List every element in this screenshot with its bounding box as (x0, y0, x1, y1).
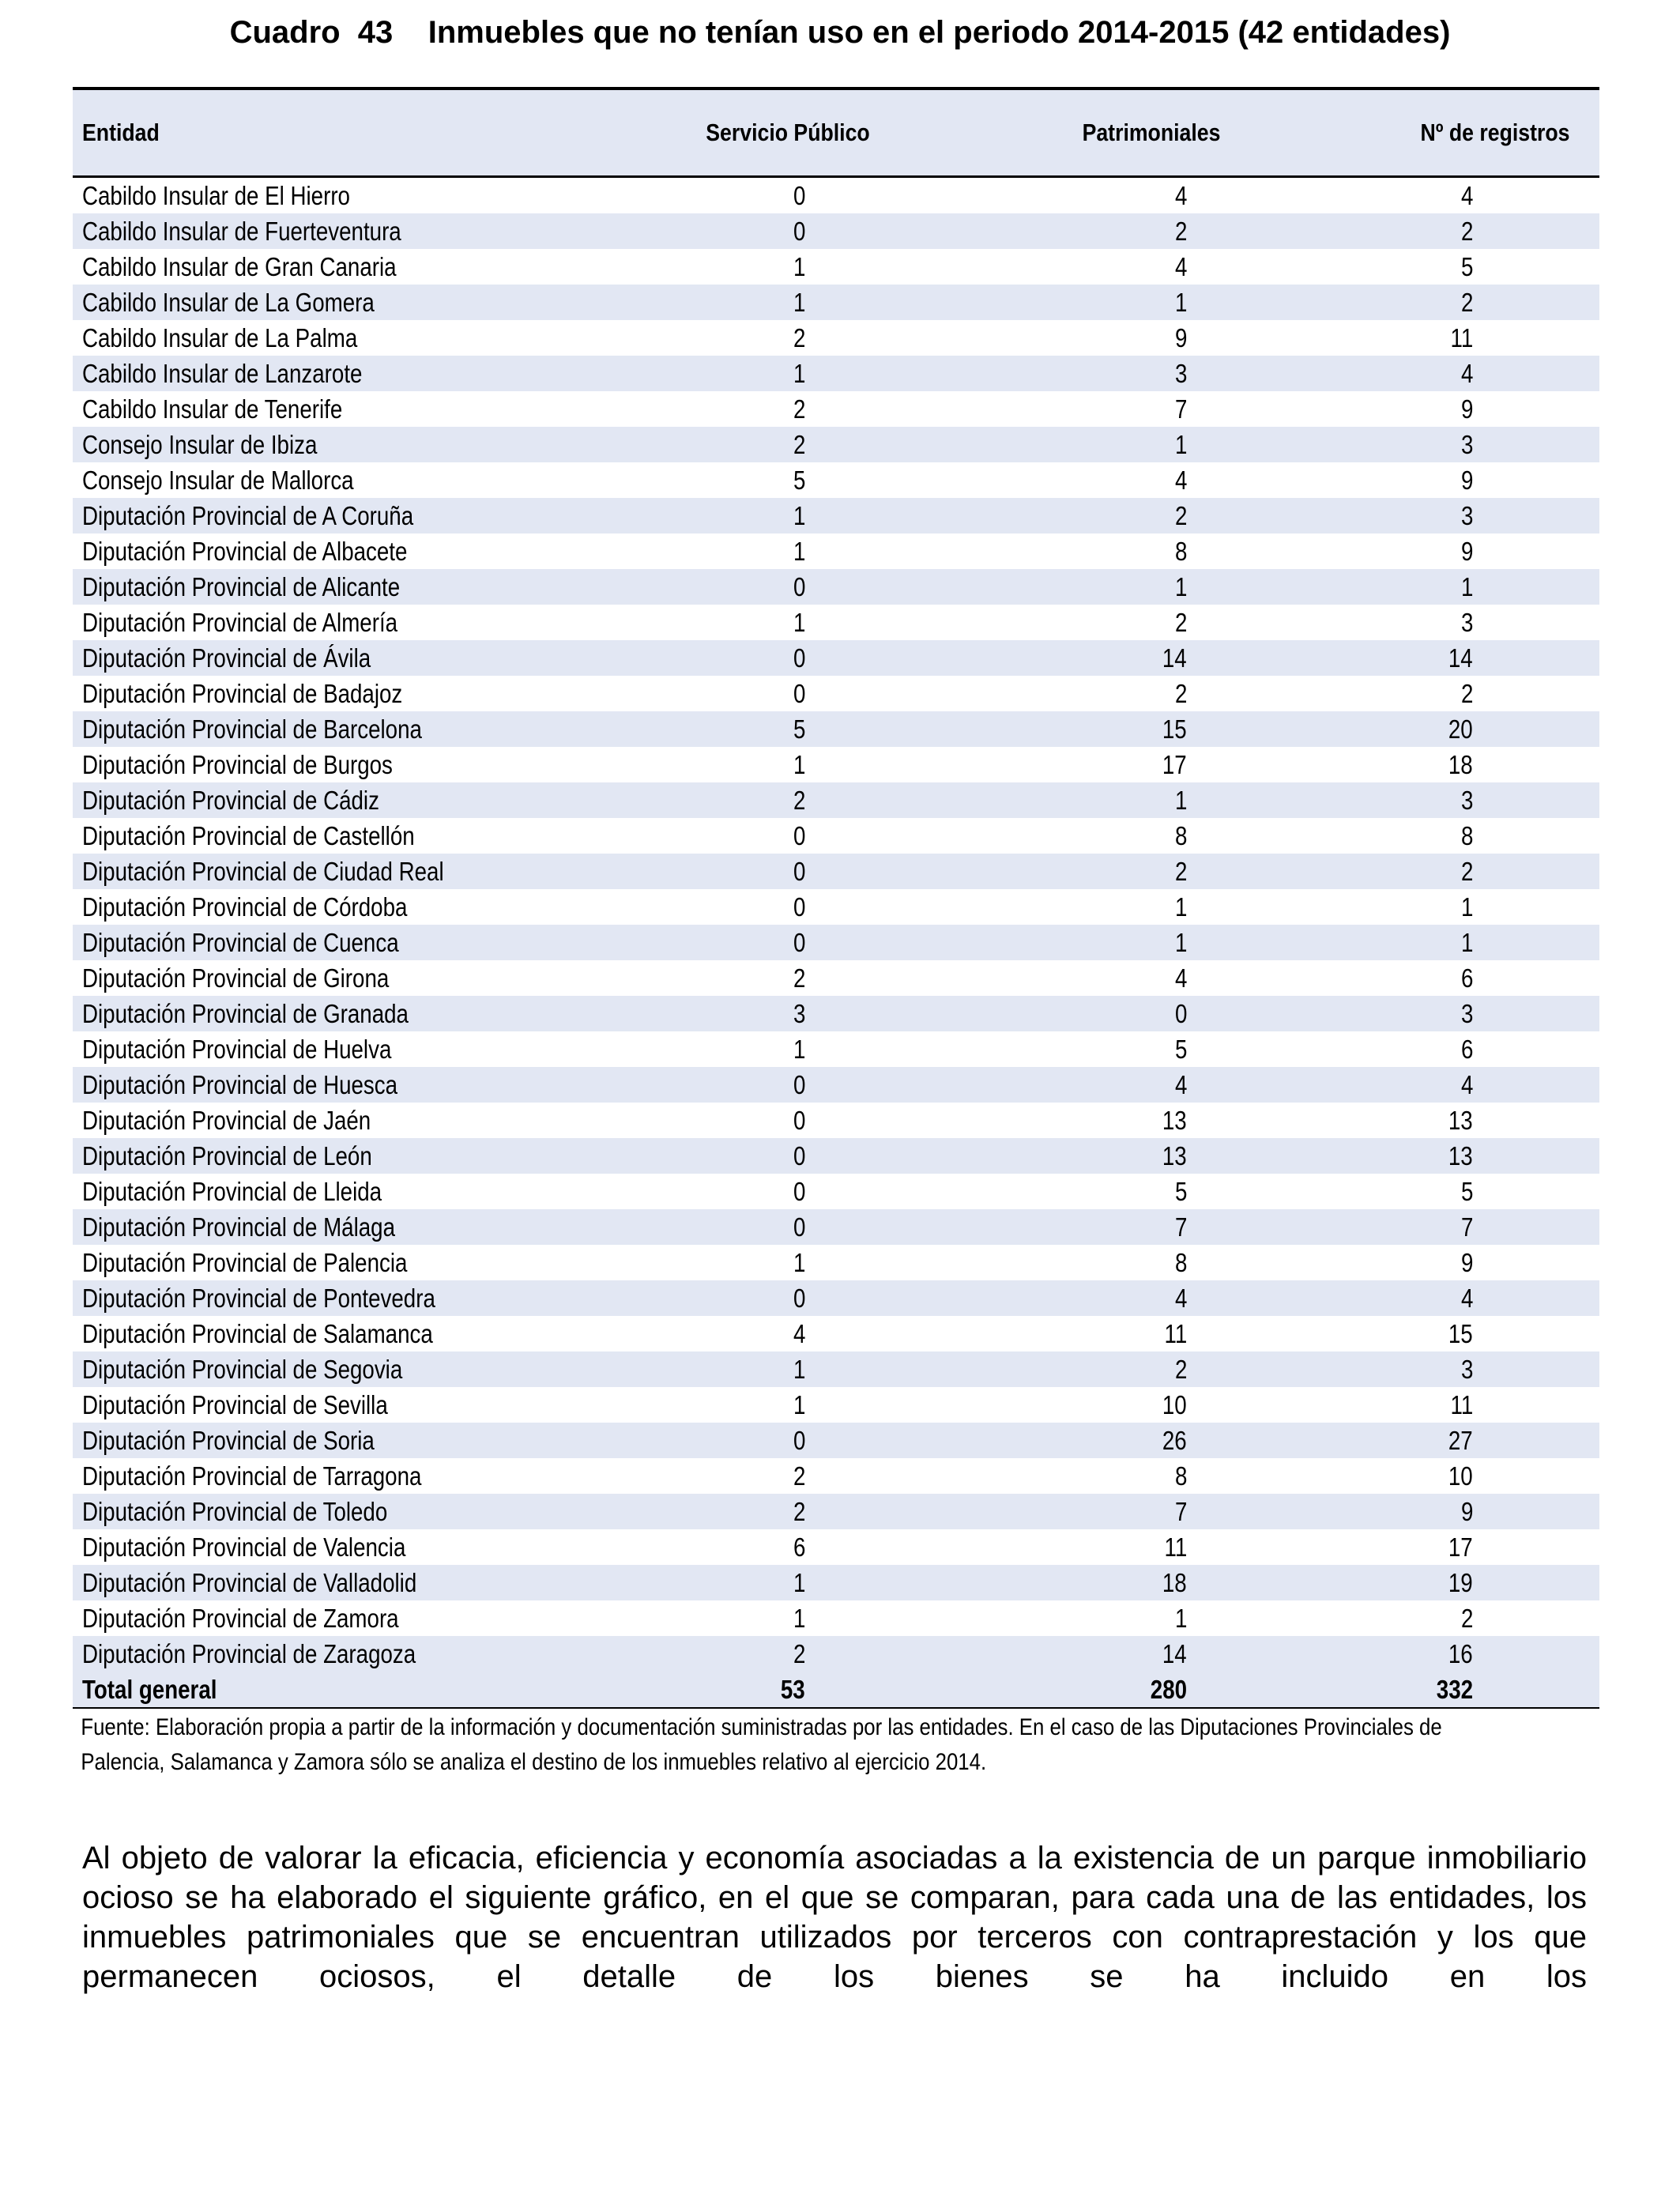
table-row (73, 605, 1599, 640)
row-entidad: Cabildo Insular de Lanzarote (82, 359, 363, 388)
row-registros: 13 (1448, 1141, 1473, 1171)
row-servicio-publico: 0 (793, 1177, 805, 1206)
table-row (73, 1067, 1599, 1103)
row-entidad: Consejo Insular de Ibiza (82, 430, 318, 459)
row-patrimoniales: 1 (1174, 430, 1187, 459)
row-registros: 2 (1460, 679, 1473, 708)
row-entidad: Diputación Provincial de León (82, 1141, 372, 1171)
row-registros: 9 (1460, 394, 1473, 424)
table-row (73, 818, 1599, 854)
row-servicio-publico: 2 (793, 394, 805, 424)
source-note: Fuente: Elaboración propia a partir de la información y documentación suministradas por las entidades. En el caso de las Diputaciones Provinciales de Palencia, Salamanca y Zamora sólo se analiza el destino de los inmuebles relativo al ejercicio 2014. (81, 1714, 1442, 1775)
row-entidad: Diputación Provincial de Segovia (82, 1355, 403, 1384)
table-row (73, 1174, 1599, 1209)
row-servicio-publico: 3 (793, 999, 805, 1028)
row-servicio-publico: 0 (793, 1106, 805, 1135)
table-body (73, 178, 1599, 1672)
row-patrimoniales: 3 (1174, 359, 1187, 388)
row-registros: 13 (1448, 1106, 1473, 1135)
row-servicio-publico: 1 (793, 608, 805, 637)
row-entidad: Diputación Provincial de Toledo (82, 1497, 388, 1526)
row-registros: 10 (1448, 1461, 1473, 1491)
row-entidad: Diputación Provincial de Palencia (82, 1248, 408, 1277)
row-patrimoniales: 8 (1174, 537, 1187, 566)
row-servicio-publico: 0 (793, 679, 805, 708)
row-patrimoniales: 4 (1174, 963, 1187, 993)
table-row (73, 1600, 1599, 1636)
row-servicio-publico: 0 (793, 857, 805, 886)
row-registros: 2 (1460, 857, 1473, 886)
row-entidad: Diputación Provincial de Burgos (82, 750, 393, 779)
row-servicio-publico: 1 (793, 252, 805, 281)
table-row (73, 462, 1599, 498)
table-row (73, 1565, 1599, 1600)
row-entidad: Diputación Provincial de Ciudad Real (82, 857, 444, 886)
table-row (73, 854, 1599, 889)
table-header (73, 87, 1599, 178)
row-entidad: Diputación Provincial de Córdoba (82, 892, 408, 922)
row-registros: 9 (1460, 1248, 1473, 1277)
row-servicio-publico: 2 (793, 963, 805, 993)
row-servicio-publico: 1 (793, 750, 805, 779)
table-row (73, 320, 1599, 356)
row-entidad: Diputación Provincial de Valladolid (82, 1568, 417, 1597)
table-row (73, 1494, 1599, 1529)
row-entidad: Diputación Provincial de Cuenca (82, 928, 399, 957)
row-patrimoniales: 18 (1162, 1568, 1187, 1597)
row-patrimoniales: 4 (1174, 1070, 1187, 1099)
table-row (73, 356, 1599, 391)
row-servicio-publico: 5 (793, 714, 805, 744)
row-servicio-publico: 1 (793, 1355, 805, 1384)
table-row (73, 1280, 1599, 1316)
header-entidad: Entidad (82, 119, 160, 146)
row-patrimoniales: 2 (1174, 217, 1187, 246)
row-registros: 6 (1460, 963, 1473, 993)
row-patrimoniales: 7 (1174, 1497, 1187, 1526)
row-entidad: Diputación Provincial de Jaén (82, 1106, 371, 1135)
row-registros: 7 (1460, 1212, 1473, 1242)
row-servicio-publico: 0 (793, 821, 805, 850)
table-row (73, 711, 1599, 747)
total-registros: 332 (1436, 1675, 1473, 1704)
row-registros: 20 (1448, 714, 1473, 744)
table-title: Cuadro 43 Inmuebles que no tenían uso en el periodo 2014-2015 (42 entidades) (229, 15, 1451, 50)
row-entidad: Diputación Provincial de Girona (82, 963, 390, 993)
row-servicio-publico: 2 (793, 323, 805, 352)
table-row (73, 178, 1599, 213)
row-servicio-publico: 1 (793, 537, 805, 566)
row-patrimoniales: 0 (1174, 999, 1187, 1028)
row-registros: 6 (1460, 1035, 1473, 1064)
row-servicio-publico: 1 (793, 1248, 805, 1277)
body-paragraph: Al objeto de valorar la eficacia, eficiencia y economía asociadas a la existencia de un parque inmobiliario ocioso se ha elaborado el siguiente gráfico, en el que se comparan, para cada una de las entidades, los inmuebles patrimoniales que se encuentran utilizados por terceros con contraprestación y los que permanecen ociosos, el detalle de los bienes se ha incluido en los (82, 1841, 1587, 1994)
table-row (73, 1138, 1599, 1174)
row-servicio-publico: 2 (793, 430, 805, 459)
row-registros: 4 (1460, 181, 1473, 210)
row-servicio-publico: 0 (793, 1426, 805, 1455)
row-patrimoniales: 10 (1162, 1390, 1187, 1419)
row-patrimoniales: 13 (1162, 1141, 1187, 1171)
row-entidad: Cabildo Insular de El Hierro (82, 181, 350, 210)
row-registros: 15 (1448, 1319, 1473, 1348)
row-servicio-publico: 5 (793, 466, 805, 495)
row-entidad: Diputación Provincial de Valencia (82, 1532, 406, 1562)
row-patrimoniales: 1 (1174, 1604, 1187, 1633)
row-registros: 11 (1450, 323, 1473, 352)
row-servicio-publico: 0 (793, 1070, 805, 1099)
row-entidad: Cabildo Insular de Fuerteventura (82, 217, 401, 246)
row-patrimoniales: 7 (1174, 394, 1187, 424)
row-patrimoniales: 5 (1174, 1035, 1187, 1064)
total-servicio-publico: 53 (781, 1675, 805, 1704)
table-row (73, 1529, 1599, 1565)
row-entidad: Diputación Provincial de Cádiz (82, 786, 379, 815)
table-row (73, 1423, 1599, 1458)
row-servicio-publico: 0 (793, 1141, 805, 1171)
row-servicio-publico: 1 (793, 1604, 805, 1633)
row-patrimoniales: 1 (1174, 786, 1187, 815)
table-row (73, 676, 1599, 711)
row-entidad: Diputación Provincial de Almería (82, 608, 398, 637)
row-servicio-publico: 0 (793, 1284, 805, 1313)
row-patrimoniales: 2 (1174, 1355, 1187, 1384)
row-patrimoniales: 2 (1174, 857, 1187, 886)
table-row (73, 1103, 1599, 1138)
row-registros: 3 (1460, 999, 1473, 1028)
row-patrimoniales: 4 (1174, 252, 1187, 281)
row-registros: 1 (1460, 928, 1473, 957)
row-servicio-publico: 0 (793, 181, 805, 210)
row-patrimoniales: 4 (1174, 466, 1187, 495)
row-entidad: Diputación Provincial de Málaga (82, 1212, 396, 1242)
row-patrimoniales: 17 (1162, 750, 1187, 779)
row-registros: 5 (1460, 1177, 1473, 1206)
row-registros: 8 (1460, 821, 1473, 850)
row-registros: 3 (1460, 430, 1473, 459)
row-servicio-publico: 0 (793, 217, 805, 246)
row-registros: 27 (1448, 1426, 1473, 1455)
row-registros: 17 (1448, 1532, 1473, 1562)
row-registros: 3 (1460, 501, 1473, 530)
row-servicio-publico: 2 (793, 1461, 805, 1491)
table-row (73, 1209, 1599, 1245)
table-row (73, 1387, 1599, 1423)
row-registros: 2 (1460, 1604, 1473, 1633)
row-entidad: Diputación Provincial de Pontevedra (82, 1284, 435, 1313)
row-servicio-publico: 2 (793, 786, 805, 815)
row-patrimoniales: 9 (1174, 323, 1187, 352)
table-row (73, 996, 1599, 1031)
row-servicio-publico: 2 (793, 1639, 805, 1668)
header-patrimoniales: Patrimoniales (1082, 119, 1221, 146)
row-entidad: Diputación Provincial de Castellón (82, 821, 415, 850)
table-row (73, 889, 1599, 925)
total-patrimoniales: 280 (1150, 1675, 1187, 1704)
row-patrimoniales: 1 (1174, 928, 1187, 957)
row-patrimoniales: 4 (1174, 1284, 1187, 1313)
row-patrimoniales: 1 (1174, 288, 1187, 317)
row-registros: 9 (1460, 466, 1473, 495)
row-patrimoniales: 8 (1174, 1248, 1187, 1277)
row-patrimoniales: 15 (1162, 714, 1187, 744)
row-registros: 4 (1460, 359, 1473, 388)
table-row (73, 427, 1599, 462)
table-row (73, 569, 1599, 605)
row-entidad: Diputación Provincial de Salamanca (82, 1319, 433, 1348)
row-registros: 2 (1460, 288, 1473, 317)
row-servicio-publico: 4 (793, 1319, 805, 1348)
data-table (73, 87, 1599, 1780)
table-row (73, 1316, 1599, 1351)
row-patrimoniales: 26 (1162, 1426, 1187, 1455)
row-patrimoniales: 14 (1162, 643, 1187, 673)
row-patrimoniales: 4 (1174, 181, 1187, 210)
row-entidad: Diputación Provincial de Zaragoza (82, 1639, 416, 1668)
row-registros: 18 (1448, 750, 1473, 779)
row-registros: 11 (1450, 1390, 1473, 1419)
row-entidad: Diputación Provincial de Tarragona (82, 1461, 422, 1491)
row-entidad: Diputación Provincial de Barcelona (82, 714, 422, 744)
row-patrimoniales: 11 (1164, 1319, 1187, 1348)
row-servicio-publico: 1 (793, 1035, 805, 1064)
row-patrimoniales: 8 (1174, 1461, 1187, 1491)
row-entidad: Diputación Provincial de Badajoz (82, 679, 403, 708)
header-servicio-publico: Servicio Público (706, 119, 870, 146)
table-row (73, 249, 1599, 285)
row-servicio-publico: 1 (793, 1568, 805, 1597)
table-row (73, 782, 1599, 818)
row-entidad: Diputación Provincial de Granada (82, 999, 409, 1028)
row-registros: 9 (1460, 537, 1473, 566)
row-servicio-publico: 1 (793, 501, 805, 530)
row-entidad: Diputación Provincial de Huesca (82, 1070, 398, 1099)
row-registros: 2 (1460, 217, 1473, 246)
row-servicio-publico: 6 (793, 1532, 805, 1562)
row-entidad: Cabildo Insular de La Gomera (82, 288, 375, 317)
row-entidad: Diputación Provincial de Albacete (82, 537, 408, 566)
row-patrimoniales: 2 (1174, 679, 1187, 708)
row-patrimoniales: 13 (1162, 1106, 1187, 1135)
table-row (73, 1351, 1599, 1387)
row-servicio-publico: 0 (793, 1212, 805, 1242)
row-patrimoniales: 8 (1174, 821, 1187, 850)
table-row (73, 498, 1599, 533)
row-registros: 19 (1448, 1568, 1473, 1597)
row-entidad: Diputación Provincial de Huelva (82, 1035, 392, 1064)
row-entidad: Diputación Provincial de Lleida (82, 1177, 382, 1206)
row-entidad: Cabildo Insular de Tenerife (82, 394, 343, 424)
row-servicio-publico: 1 (793, 1390, 805, 1419)
row-registros: 3 (1460, 608, 1473, 637)
row-entidad: Diputación Provincial de Zamora (82, 1604, 399, 1633)
row-patrimoniales: 5 (1174, 1177, 1187, 1206)
row-servicio-publico: 0 (793, 572, 805, 601)
row-registros: 1 (1460, 892, 1473, 922)
row-registros: 16 (1448, 1639, 1473, 1668)
table-row (73, 213, 1599, 249)
row-servicio-publico: 2 (793, 1497, 805, 1526)
row-registros: 3 (1460, 1355, 1473, 1384)
table-row (73, 533, 1599, 569)
row-patrimoniales: 11 (1164, 1532, 1187, 1562)
row-registros: 14 (1448, 643, 1473, 673)
row-entidad: Cabildo Insular de La Palma (82, 323, 358, 352)
header-registros: Nº de registros (1420, 119, 1570, 146)
row-entidad: Diputación Provincial de A Coruña (82, 501, 414, 530)
row-servicio-publico: 0 (793, 643, 805, 673)
row-servicio-publico: 1 (793, 359, 805, 388)
table-row (73, 960, 1599, 996)
table-row (73, 1636, 1599, 1672)
table-row (73, 1458, 1599, 1494)
table-row (73, 925, 1599, 960)
table-row (73, 1245, 1599, 1280)
row-entidad: Diputación Provincial de Soria (82, 1426, 375, 1455)
table-row (73, 747, 1599, 782)
table-row (73, 640, 1599, 676)
table-total-row (73, 1672, 1599, 1709)
row-patrimoniales: 2 (1174, 608, 1187, 637)
row-patrimoniales: 14 (1162, 1639, 1187, 1668)
table-row (73, 391, 1599, 427)
row-registros: 5 (1460, 252, 1473, 281)
row-registros: 3 (1460, 786, 1473, 815)
row-patrimoniales: 7 (1174, 1212, 1187, 1242)
row-patrimoniales: 1 (1174, 572, 1187, 601)
row-entidad: Diputación Provincial de Alicante (82, 572, 401, 601)
row-entidad: Diputación Provincial de Ávila (82, 643, 371, 673)
row-servicio-publico: 0 (793, 928, 805, 957)
row-registros: 4 (1460, 1284, 1473, 1313)
table-row (73, 285, 1599, 320)
row-entidad: Consejo Insular de Mallorca (82, 466, 354, 495)
row-servicio-publico: 1 (793, 288, 805, 317)
row-patrimoniales: 1 (1174, 892, 1187, 922)
row-servicio-publico: 0 (793, 892, 805, 922)
row-registros: 4 (1460, 1070, 1473, 1099)
row-registros: 1 (1460, 572, 1473, 601)
row-registros: 9 (1460, 1497, 1473, 1526)
row-patrimoniales: 2 (1174, 501, 1187, 530)
row-entidad: Cabildo Insular de Gran Canaria (82, 252, 397, 281)
row-entidad: Diputación Provincial de Sevilla (82, 1390, 388, 1419)
table-row (73, 1031, 1599, 1067)
total-label: Total general (82, 1675, 217, 1704)
